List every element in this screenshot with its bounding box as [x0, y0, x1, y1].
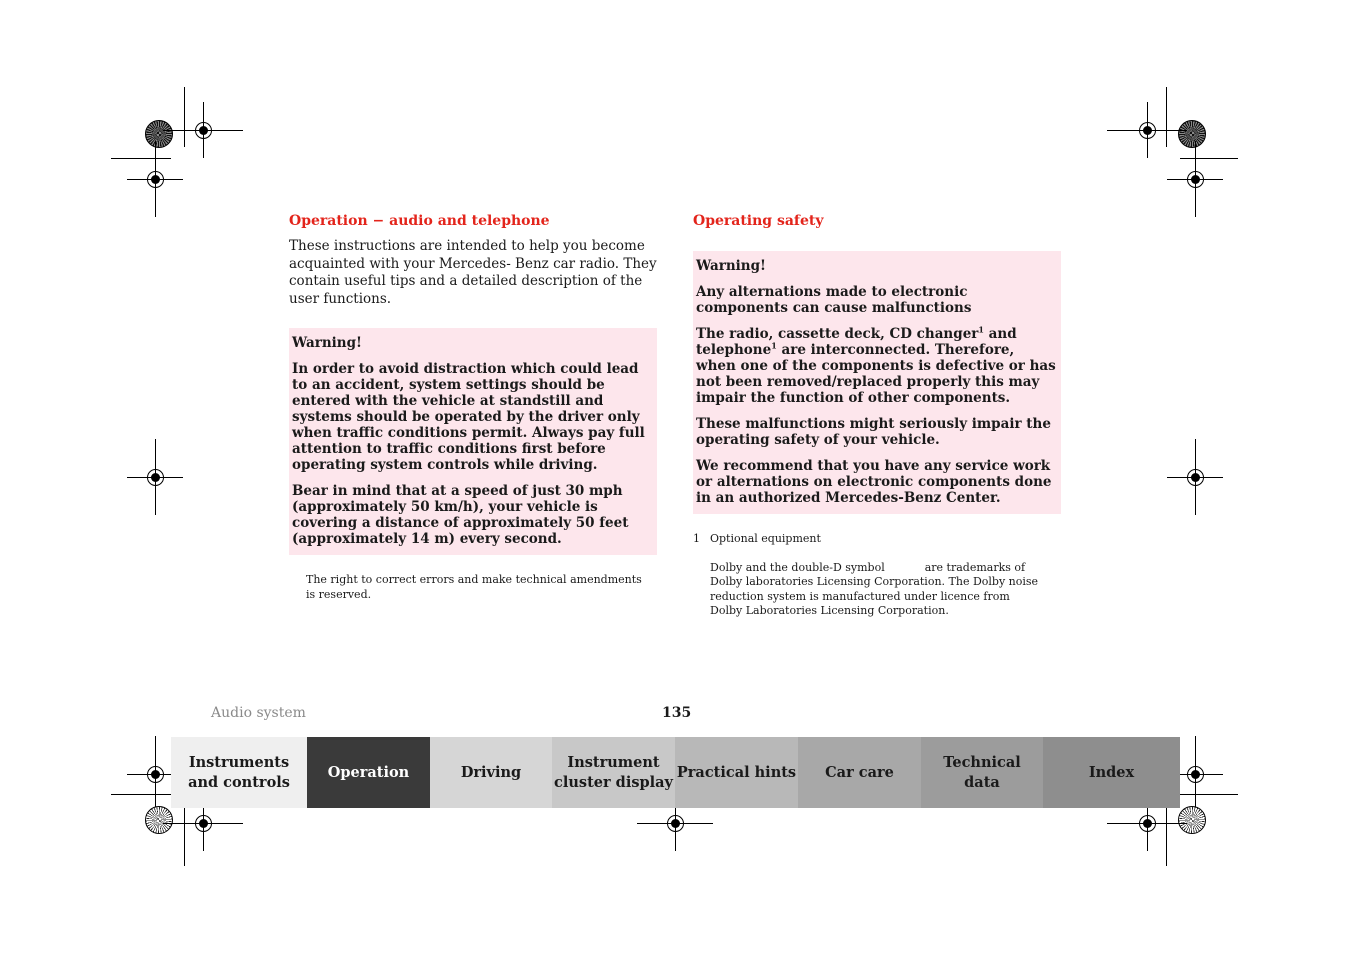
tab-driving[interactable]: Driving: [430, 737, 552, 808]
left-column: [289, 213, 657, 602]
tab-technical-data[interactable]: Technical data: [921, 737, 1043, 808]
warning-title: Warning!: [696, 258, 766, 274]
right-column: [693, 213, 1061, 619]
footnote-ref: 1: [771, 340, 777, 351]
registration-star-icon: [145, 120, 173, 148]
errata-note: The right to correct errors and make technical amendments is reserved.: [306, 573, 642, 601]
tab-car-care[interactable]: Car care: [798, 737, 921, 808]
warning-paragraph: These malfunctions might seriously impair the operating safety of your vehicle.: [696, 416, 1051, 448]
registration-star-icon: [145, 806, 173, 834]
footer-section-label: Audio system: [211, 705, 306, 721]
tab-instruments-and-controls[interactable]: Instruments and controls: [171, 737, 307, 808]
footnote: [693, 532, 1061, 547]
tab-operation[interactable]: Operation: [307, 737, 430, 808]
page-number: 135: [662, 705, 692, 721]
section-heading-audio-telephone: Operation − audio and telephone: [289, 213, 550, 229]
footnote-ref: 1: [978, 324, 984, 335]
warning-paragraph: We recommend that you have any service work or alternations on electronic components done in an authorized Mercedes-Benz Center.: [696, 458, 1052, 506]
dolby-trademark-note: Dolby and the double-D symbol are trademarks of Dolby laboratories Licensing Corporation. The Dolby noise reduction system is manufactured under licence from Dolby Laboratories Licensing Corporation.: [710, 560, 1039, 617]
footnote-number: 1: [693, 532, 700, 545]
registration-star-icon: [1178, 120, 1206, 148]
tab-instrument-cluster-display[interactable]: Instrument cluster display: [552, 737, 675, 808]
tab-index[interactable]: Index: [1043, 737, 1180, 808]
tab-practical-hints[interactable]: Practical hints: [675, 737, 798, 808]
warning-paragraph: The radio, cassette deck, CD changer$^1$ and telephone$^1$ are interconnected. Therefore, when one of the components is defective or has not been removed/replaced properly this may impair the function of other components.: [696, 324, 1056, 406]
chapter-tabs: [171, 737, 1180, 808]
warning-box-distraction: [289, 328, 657, 555]
warning-paragraph: In order to avoid distraction which could lead to an accident, system settings should be entered with the vehicle at standstill and systems should be operated by the driver only when traffic conditions permit. Always pay full attention to traffic conditions first before operating system controls while driving.: [292, 361, 645, 473]
warning-title: Warning!: [292, 335, 362, 351]
warning-box-electronics: [693, 251, 1061, 514]
warning-paragraph: Bear in mind that at a speed of just 30 mph (approximately 50 km/h), your vehicle is covering a distance of approximately 50 feet (approximately 14 m) every second.: [292, 483, 629, 547]
warning-paragraph: Any alternations made to electronic components can cause malfunctions: [696, 284, 972, 316]
section-heading-operating-safety: Operating safety: [693, 213, 824, 229]
intro-paragraph: These instructions are intended to help you become acquainted with your Mercedes- Benz car radio. They contain useful tips and a detailed description of the user functions.: [289, 238, 657, 307]
registration-star-icon: [1178, 806, 1206, 834]
footnote-text: Optional equipment: [710, 532, 821, 545]
